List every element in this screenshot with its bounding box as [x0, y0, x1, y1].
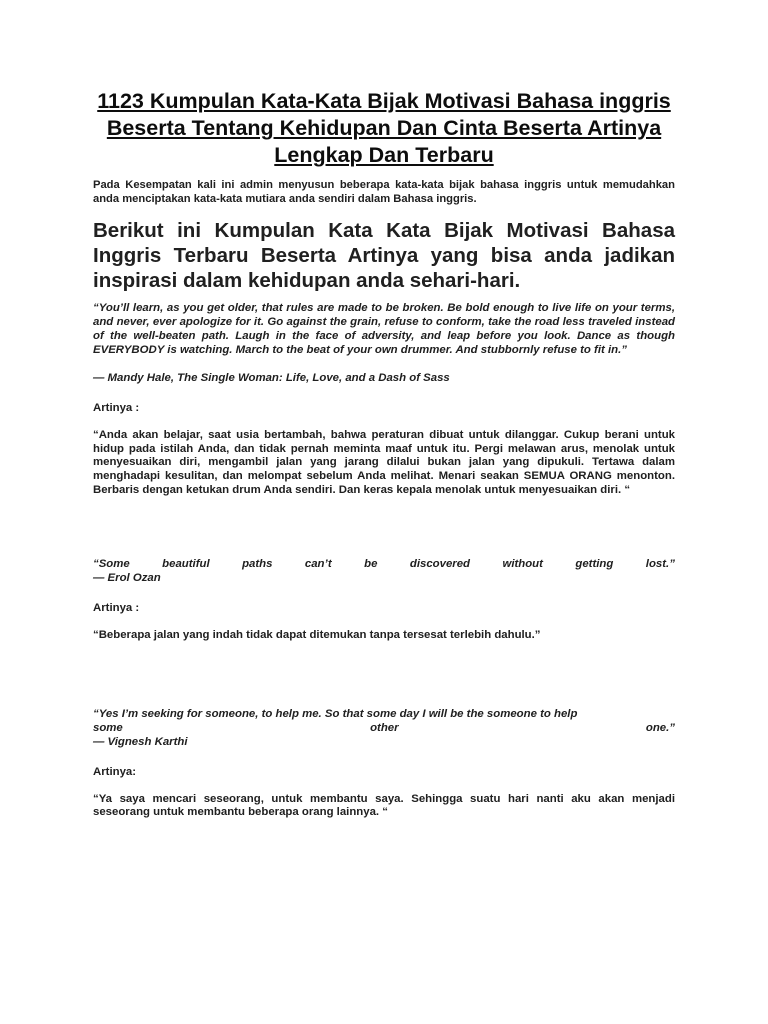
translation-label: Artinya :: [93, 402, 140, 415]
translation-label: Artinya :: [93, 602, 140, 615]
quote-word: “Some: [93, 558, 130, 571]
translation-text: “Anda akan belajar, saat usia bertambah, bahwa peraturan dibuat untuk dilanggar. Cukup berani untuk hidup pada istilah Anda, dan tidak pernah meminta maaf untuk itu. Pergi melawan arus, menolak untuk menyesuaikan diri, mengambil jalan yang jarang dilalui bukan jalan yang dipukuli. Tertawa dalam menghadapi kesulitan, dan melompat sebelum Anda melihat. Menari seakan SEMUA ORANG menonton. Berbaris dengan ketukan drum Anda sendiri. Dan keras kepala menolak untuk menyesuaikan diri. “: [93, 429, 675, 496]
document-title: 1123 Kumpulan Kata-Kata Bijak Motivasi Bahasa inggris Beserta Tentang Kehidupan Dan Cinta Beserta Artinya Lengkap Dan Terbaru: [97, 89, 671, 167]
quote-author: — Mandy Hale, The Single Woman: Life, Love, and a Dash of Sass: [93, 372, 450, 385]
quote-word: can’t: [304, 558, 332, 571]
quote-word: getting: [575, 558, 614, 571]
quote-word: some: [93, 721, 123, 734]
quote-justified-line: [93, 721, 675, 735]
quote-word: other: [370, 721, 399, 734]
intro-paragraph: Pada Kesempatan kali ini admin menyusun beberapa kata-kata bijak bahasa inggris untuk memudahkan anda menciptakan kata-kata mutiara anda sendiri dalam Bahasa inggris.: [93, 179, 675, 205]
quote-author: — Vignesh Karthi: [93, 735, 188, 748]
quote-entry-3: [93, 707, 675, 820]
translation-text: “Beberapa jalan yang indah tidak dapat ditemukan tanpa tersesat terlebih dahulu.”: [93, 629, 541, 642]
quote-text: [93, 557, 675, 585]
quote-word: be: [364, 558, 378, 571]
quote-word: discovered: [409, 558, 471, 571]
quote-entry-1: [93, 301, 675, 497]
quote-text: [93, 707, 675, 749]
quote-word: one.”: [645, 721, 675, 734]
quote-entry-2: [93, 557, 675, 643]
document-page: [93, 88, 675, 820]
section-heading: Berikut ini Kumpulan Kata Kata Bijak Motivasi Bahasa Inggris Terbaru Beserta Artinya yang bisa anda jadikan inspirasi dalam kehidupan anda sehari-hari.: [93, 219, 675, 293]
quote-word: lost.”: [645, 558, 675, 571]
quote-justified-line: [93, 707, 675, 721]
quote-justified-line: [93, 557, 675, 571]
translation-label: Artinya:: [93, 765, 137, 778]
quote-line: “Yes I’m seeking for someone, to help me. So that some day I will be the someone to help: [93, 707, 578, 720]
translation-text: “Ya saya mencari seseorang, untuk membantu saya. Sehingga suatu hari nanti aku akan menjadi seseorang untuk membantu beberapa orang lainnya. “: [93, 792, 675, 819]
quote-word: paths: [242, 558, 273, 571]
quote-word: without: [502, 558, 543, 571]
quote-author: — Erol Ozan: [93, 572, 161, 585]
quote-text: “You’ll learn, as you get older, that rules are made to be broken. Be bold enough to live life on your terms, and never, ever apologize for it. Go against the grain, refuse to conform, take the road less traveled instead of the well-beaten path. Laugh in the face of adversity, and leap before you look. Dance as though EVERYBODY is watching. March to the beat of your own drummer. And stubbornly refuse to fit in.”: [93, 302, 675, 357]
quote-word: beautiful: [162, 558, 210, 571]
